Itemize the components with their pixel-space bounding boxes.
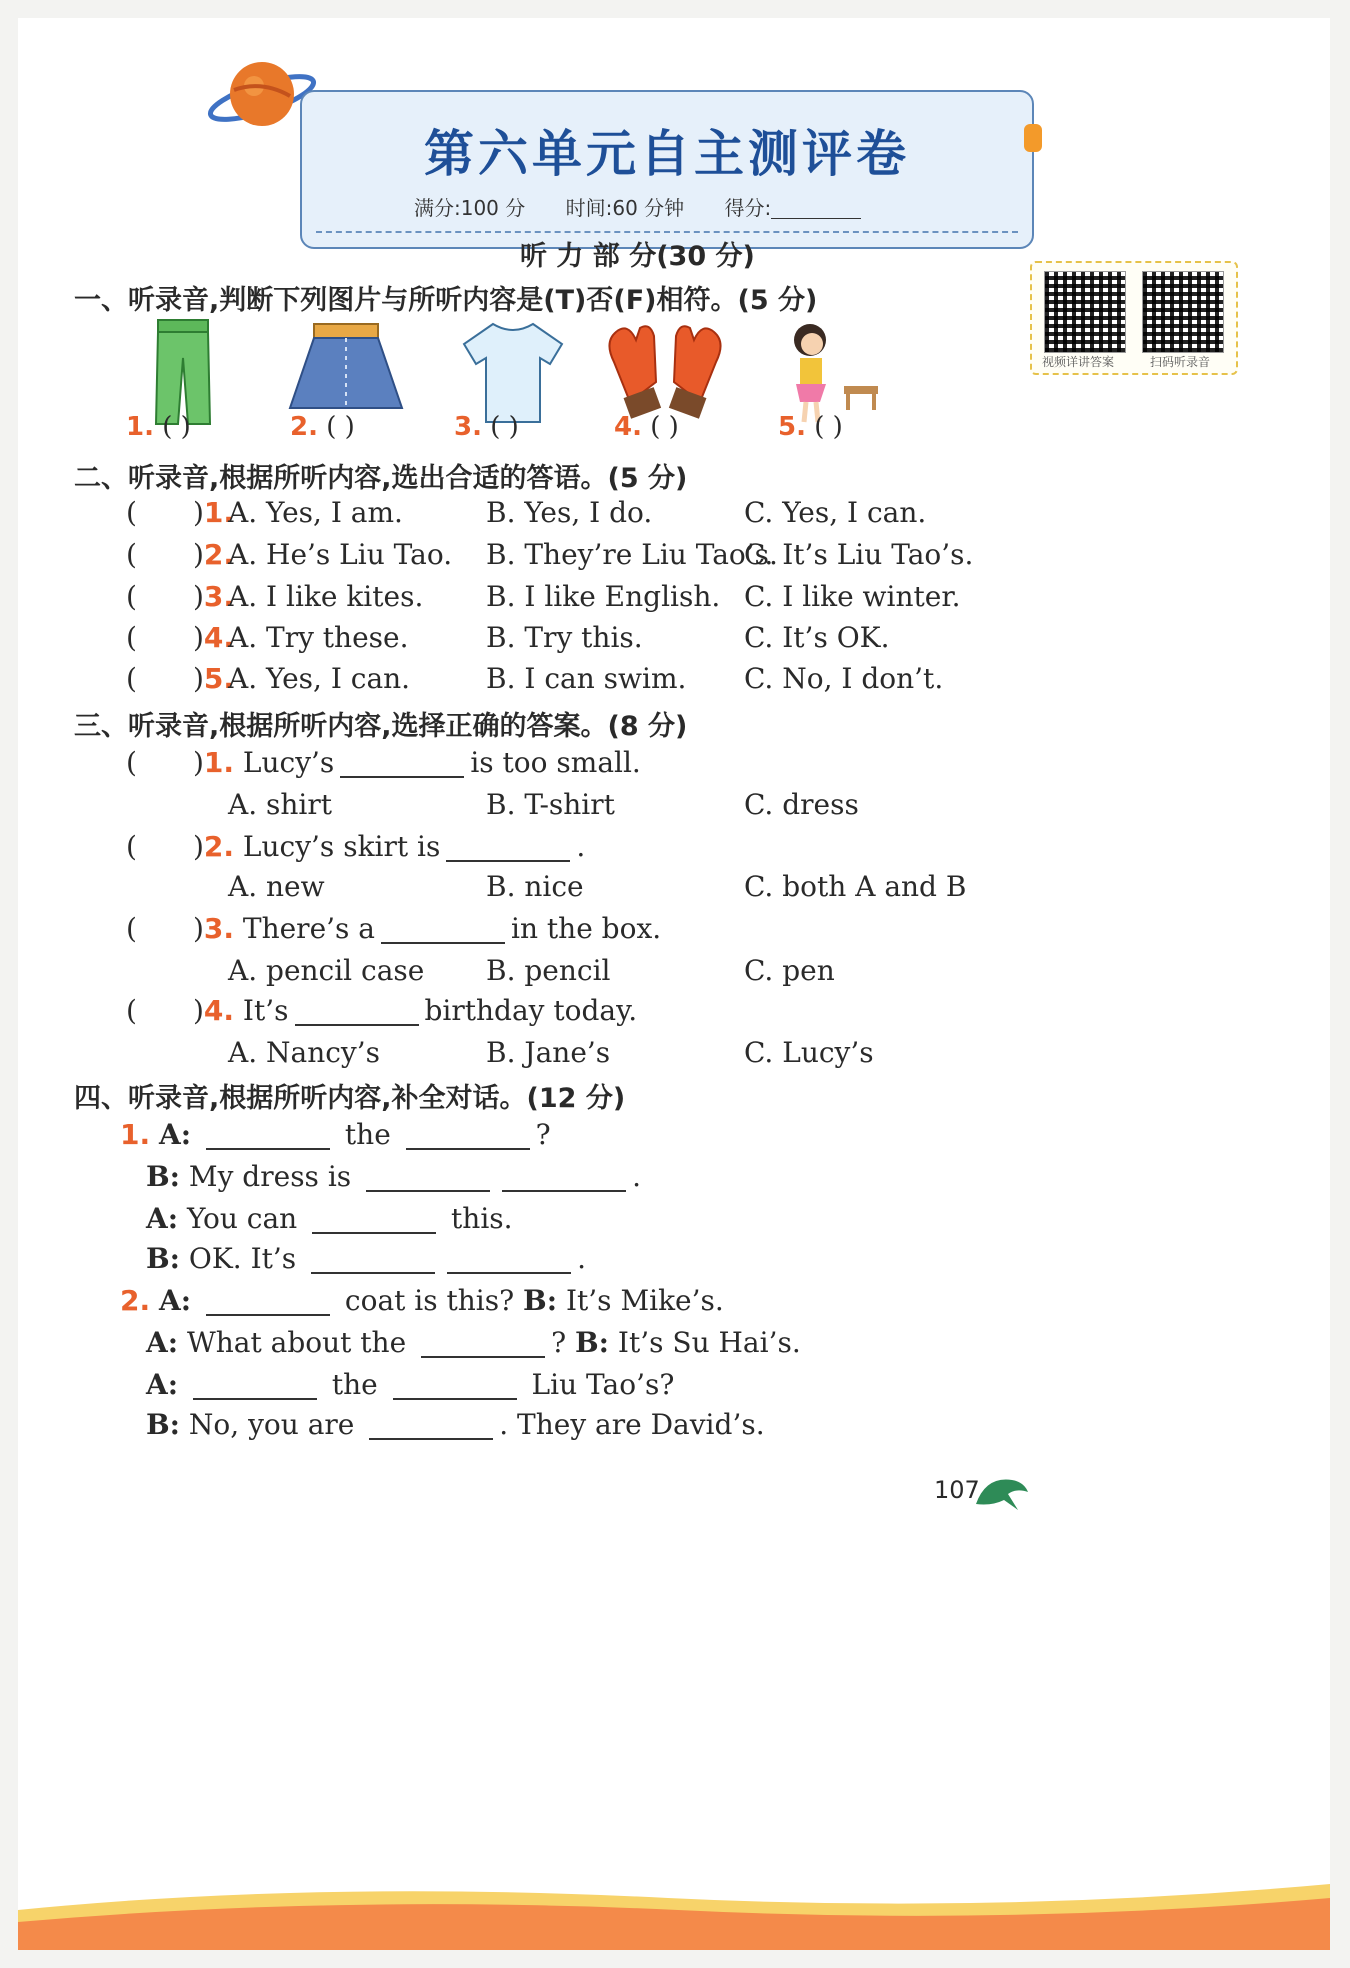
s1-item-3: 3. ( ) xyxy=(454,412,519,442)
section3-title: 三、听录音,根据所听内容,选择正确的答案。(8 分) xyxy=(74,711,688,742)
s2-row-3-a: A. I like kites. xyxy=(228,580,424,613)
s2-row-3-c: C. I like winter. xyxy=(744,580,961,613)
answer-blank[interactable]: ( ) xyxy=(650,412,679,442)
s2-row-2-b: B. They’re Liu Tao’s. xyxy=(486,538,778,571)
s2-row-1: ( )1. xyxy=(126,496,234,529)
s3-q3-a: A. pencil case xyxy=(228,954,425,987)
answer-blank[interactable]: ( ) xyxy=(814,412,843,442)
qr-code-audio[interactable] xyxy=(1142,271,1224,353)
s3-q4-a: A. Nancy’s xyxy=(228,1036,381,1069)
page-title: 第六单元自主测评卷 xyxy=(424,125,910,183)
s3-q1-a: A. shirt xyxy=(228,788,333,821)
s3-question-3: ( )3. There’s a in the box. xyxy=(126,912,662,945)
fill-blank[interactable] xyxy=(447,1271,571,1274)
s3-question-1: ( )1. Lucy’s is too small. xyxy=(126,746,641,779)
bottom-decoration xyxy=(18,1870,1330,1950)
s2-row-3-b: B. I like English. xyxy=(486,580,721,613)
s2-row-4-b: B. Try this. xyxy=(486,621,643,654)
dolphin-icon xyxy=(972,1470,1032,1516)
s2-row-1-c: C. Yes, I can. xyxy=(744,496,927,529)
page-number: 107 xyxy=(934,1476,980,1504)
score-blank[interactable] xyxy=(771,217,861,219)
s4-d1-line1: 1. A: the ? xyxy=(120,1118,551,1151)
section1-title: 一、听录音,判断下列图片与所听内容是(T)否(F)相符。(5 分) xyxy=(74,285,818,316)
exam-info xyxy=(414,192,895,221)
s3-q2-c: C. both A and B xyxy=(744,870,967,903)
s1-item-1: 1. ( ) xyxy=(126,412,191,442)
fill-blank[interactable] xyxy=(393,1397,517,1400)
s2-row-4-a: A. Try these. xyxy=(228,621,409,654)
fill-blank[interactable] xyxy=(193,1397,317,1400)
score-label: 得分: xyxy=(724,196,772,220)
fill-blank[interactable] xyxy=(206,1313,330,1316)
full-score: 满分:100 分 xyxy=(414,196,526,220)
fill-blank[interactable] xyxy=(406,1147,530,1150)
s2-row-5-c: C. No, I don’t. xyxy=(744,662,944,695)
s2-row-4: ( )4. xyxy=(126,621,234,654)
time-limit: 时间:60 分钟 xyxy=(565,196,685,220)
answer-blank[interactable]: ( ) xyxy=(326,412,355,442)
s2-row-2: ( )2. xyxy=(126,538,234,571)
qr-panel xyxy=(1030,261,1238,375)
s3-q1-c: C. dress xyxy=(744,788,859,821)
s2-row-2-a: A. He’s Liu Tao. xyxy=(228,538,453,571)
fill-blank[interactable] xyxy=(381,941,505,944)
s4-d1-line2: B: My dress is . xyxy=(146,1160,641,1193)
answer-blank[interactable]: ( ) xyxy=(162,412,191,442)
gloves-icon xyxy=(600,322,730,420)
s1-item-2: 2. ( ) xyxy=(290,412,355,442)
s2-row-5: ( )5. xyxy=(126,662,234,695)
fill-blank[interactable] xyxy=(446,859,570,862)
section2-title: 二、听录音,根据所听内容,选出合适的答语。(5 分) xyxy=(74,463,688,494)
s2-row-3: ( )3. xyxy=(126,580,234,613)
fill-blank[interactable] xyxy=(502,1189,626,1192)
s2-row-2-c: C. It’s Liu Tao’s. xyxy=(744,538,974,571)
s3-q2-a: A. new xyxy=(228,870,325,903)
fill-blank[interactable] xyxy=(312,1231,436,1234)
fill-blank[interactable] xyxy=(421,1355,545,1358)
s2-row-5-a: A. Yes, I can. xyxy=(228,662,411,695)
fill-blank[interactable] xyxy=(369,1437,493,1440)
s2-row-1-b: B. Yes, I do. xyxy=(486,496,653,529)
s4-d2-line1: 2. A: coat is this? B: It’s Mike’s. xyxy=(120,1284,724,1317)
s2-row-1-a: A. Yes, I am. xyxy=(228,496,403,529)
fill-blank[interactable] xyxy=(311,1271,435,1274)
s2-row-5-b: B. I can swim. xyxy=(486,662,687,695)
qr-label-video: 视频详讲答案 xyxy=(1042,355,1115,369)
s1-item-5: 5. ( ) xyxy=(778,412,843,442)
fill-blank[interactable] xyxy=(340,775,464,778)
s1-item-4: 4. ( ) xyxy=(614,412,679,442)
s3-q4-b: B. Jane’s xyxy=(486,1036,611,1069)
s4-d2-line4: B: No, you are . They are David’s. xyxy=(146,1408,765,1441)
s3-q1-b: B. T-shirt xyxy=(486,788,615,821)
qr-label-audio: 扫码听录音 xyxy=(1150,355,1211,369)
s4-d1-line3: A: You can this. xyxy=(146,1202,513,1235)
title-banner xyxy=(300,90,1034,249)
s3-q3-c: C. pen xyxy=(744,954,835,987)
fill-blank[interactable] xyxy=(206,1147,330,1150)
s4-d2-line2: A: What about the ? B: It’s Su Hai’s. xyxy=(146,1326,801,1359)
listening-heading: 听 力 部 分(30 分) xyxy=(520,241,755,272)
skirt-icon xyxy=(286,320,406,420)
banner-divider xyxy=(316,231,1018,233)
s4-d2-line3: A: the Liu Tao’s? xyxy=(146,1368,675,1401)
s3-q4-c: C. Lucy’s xyxy=(744,1036,874,1069)
fill-blank[interactable] xyxy=(366,1189,490,1192)
s2-row-4-c: C. It’s OK. xyxy=(744,621,890,654)
worksheet-page xyxy=(18,18,1330,1950)
s3-question-2: ( )2. Lucy’s skirt is . xyxy=(126,830,586,863)
s3-q3-b: B. pencil xyxy=(486,954,611,987)
fill-blank[interactable] xyxy=(295,1023,419,1026)
s3-question-4: ( )4. It’s birthday today. xyxy=(126,994,638,1027)
s4-d1-line4: B: OK. It’s . xyxy=(146,1242,586,1275)
answer-blank[interactable]: ( ) xyxy=(490,412,519,442)
section4-title: 四、听录音,根据所听内容,补全对话。(12 分) xyxy=(74,1083,626,1114)
s3-q2-b: B. nice xyxy=(486,870,584,903)
qr-code-video[interactable] xyxy=(1044,271,1126,353)
